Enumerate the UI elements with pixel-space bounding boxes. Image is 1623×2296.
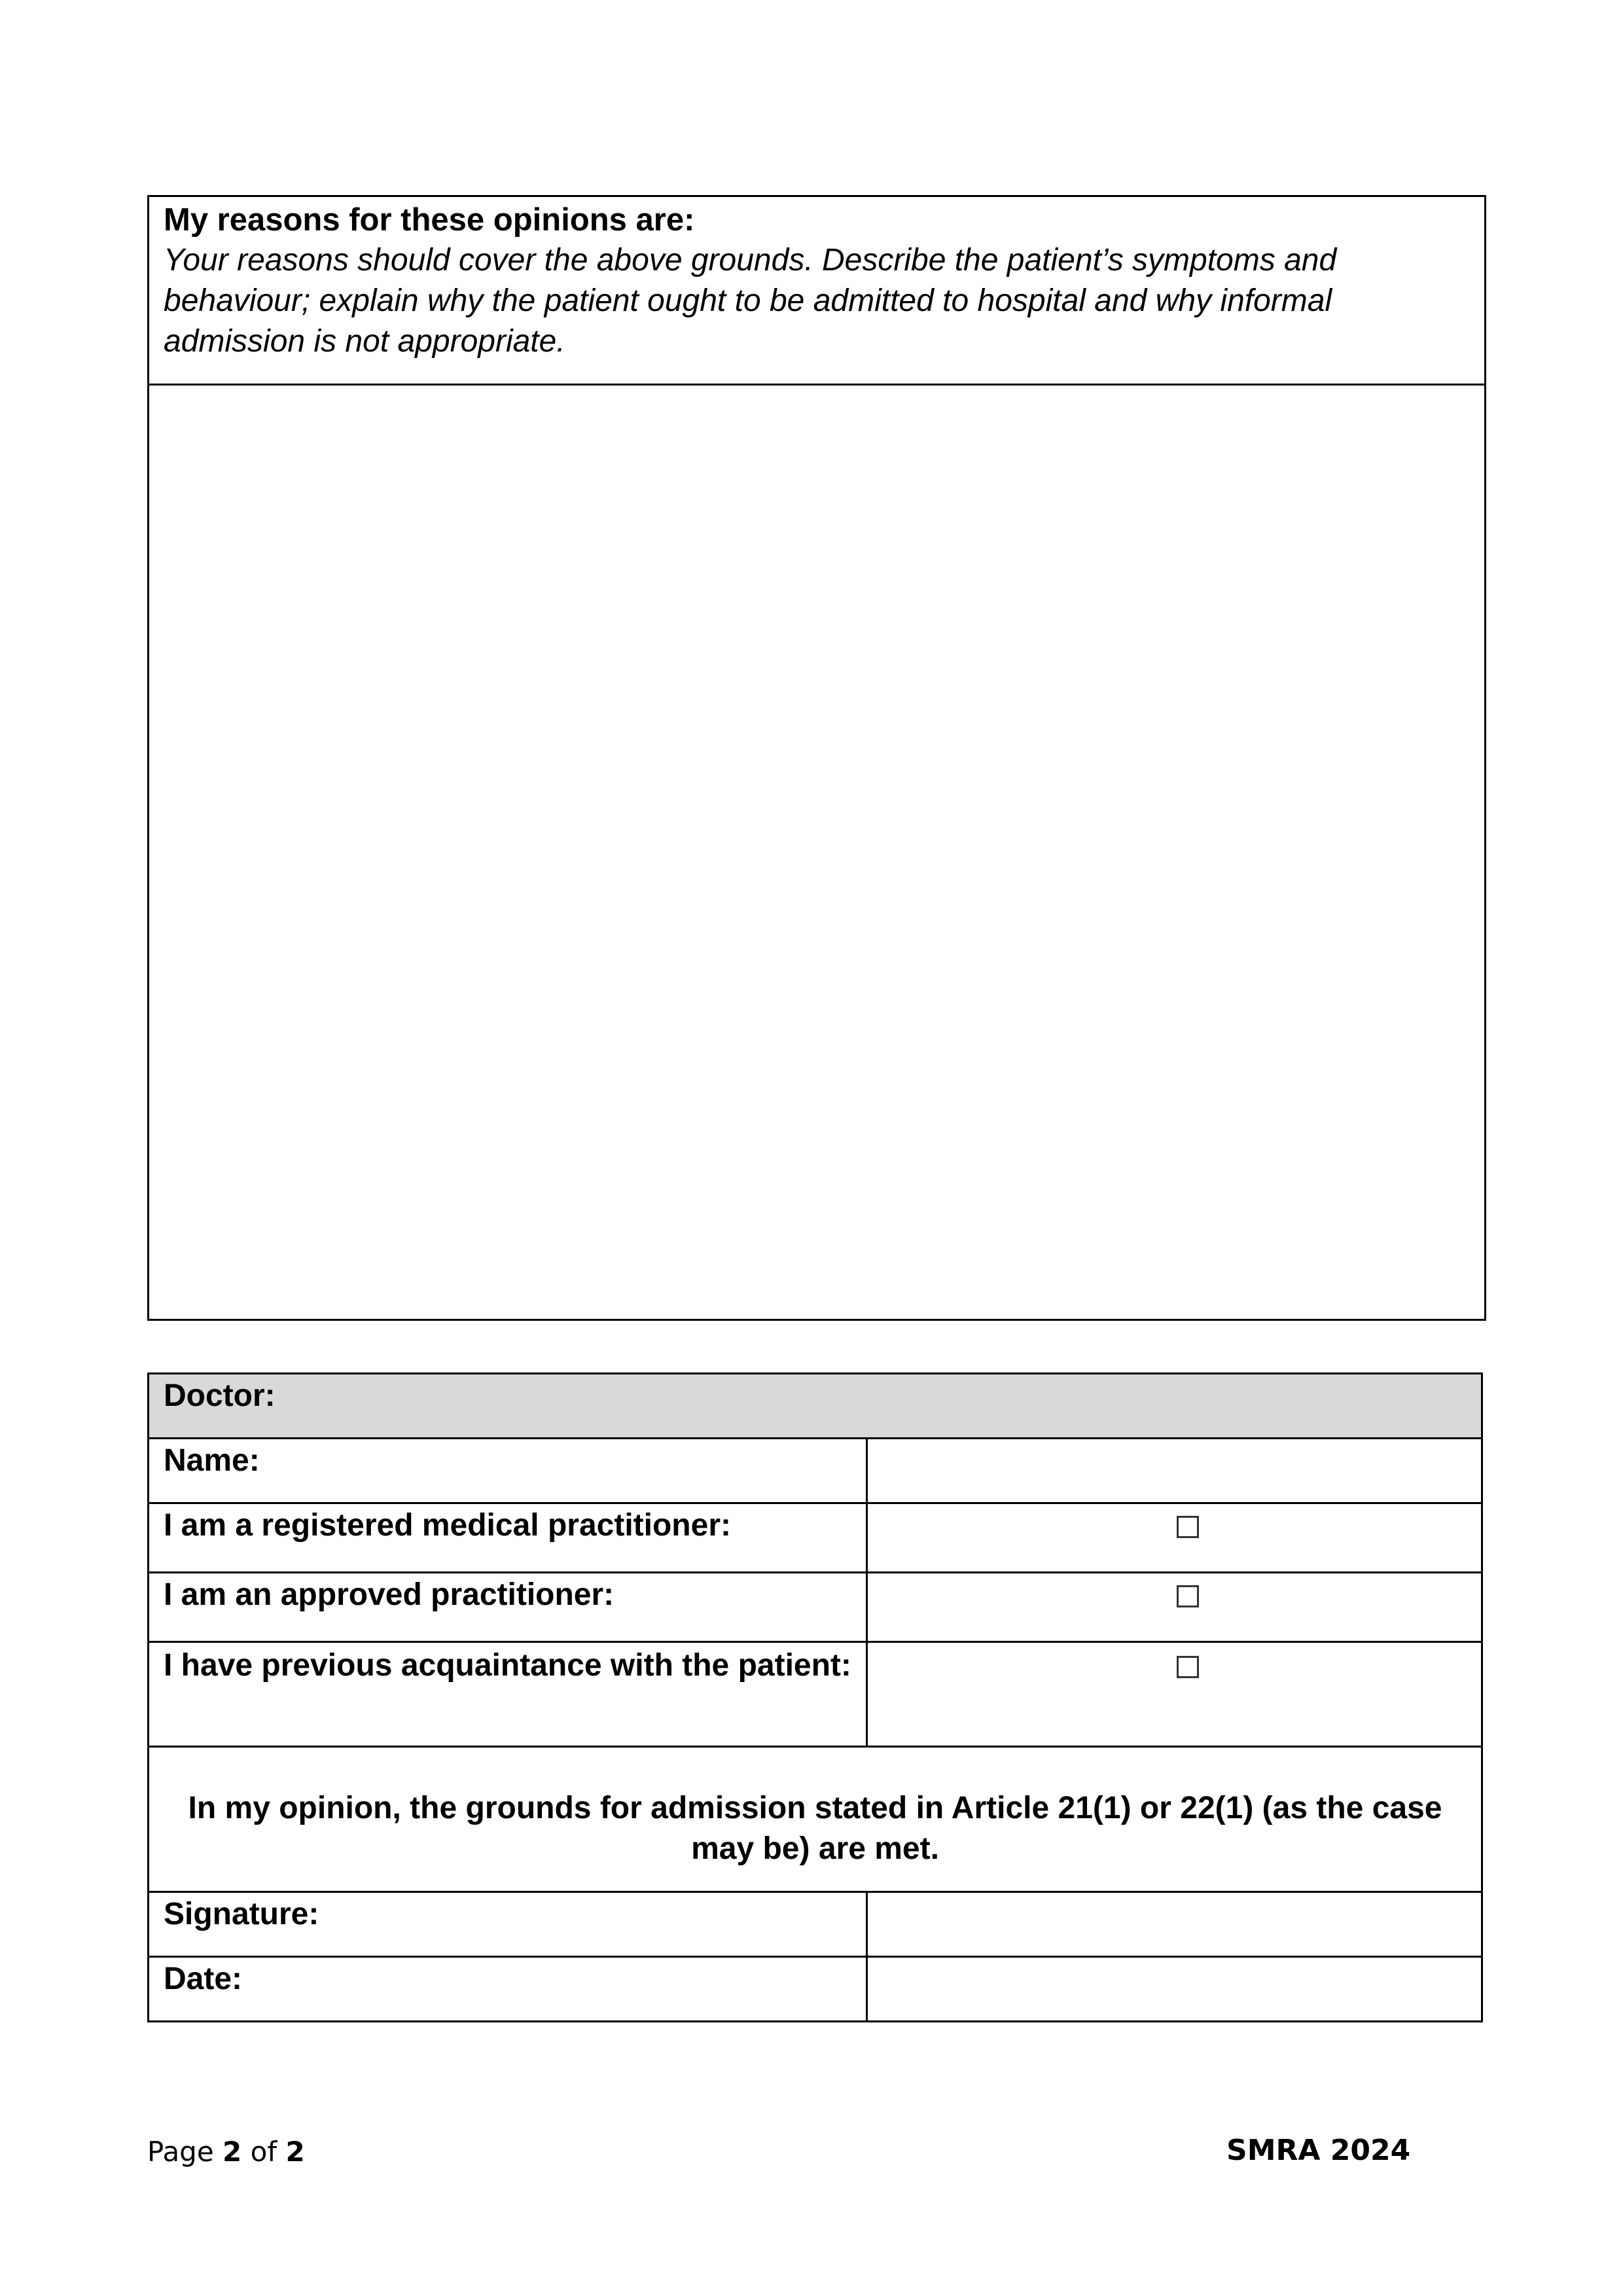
doctor-table bbox=[147, 1372, 1483, 2022]
signature-row bbox=[149, 1892, 1482, 1957]
doctor-header-row bbox=[149, 1374, 1482, 1439]
date-value-cell bbox=[867, 1957, 1482, 2022]
page-of: of bbox=[250, 2136, 277, 2168]
acquaintance-row bbox=[149, 1642, 1482, 1747]
approved-checkbox[interactable] bbox=[1177, 1585, 1199, 1607]
approved-label: I am an approved practitioner: bbox=[149, 1573, 867, 1642]
approved-checkbox-cell bbox=[867, 1573, 1482, 1642]
reasons-answer-field[interactable] bbox=[149, 386, 1484, 1319]
page-total: 2 bbox=[285, 2136, 305, 2168]
page-prefix: Page bbox=[147, 2136, 214, 2168]
doctor-section-title: Doctor: bbox=[149, 1374, 1482, 1439]
registered-checkbox-cell bbox=[867, 1503, 1482, 1573]
acquaintance-checkbox-cell bbox=[867, 1642, 1482, 1747]
document-code: SMRA 2024 bbox=[1226, 2134, 1411, 2167]
name-row bbox=[149, 1439, 1482, 1503]
date-field[interactable] bbox=[882, 1959, 1469, 2013]
reasons-title: My reasons for these opinions are: bbox=[164, 202, 695, 238]
signature-field[interactable] bbox=[882, 1894, 1469, 1948]
registered-checkbox[interactable] bbox=[1177, 1516, 1199, 1538]
approved-row bbox=[149, 1573, 1482, 1642]
registered-label: I am a registered medical practitioner: bbox=[149, 1503, 867, 1573]
reasons-section bbox=[147, 195, 1486, 1321]
page-current: 2 bbox=[223, 2136, 242, 2168]
name-value-cell bbox=[867, 1439, 1482, 1503]
date-label: Date: bbox=[149, 1957, 867, 2022]
registered-row bbox=[149, 1503, 1482, 1573]
page-number bbox=[147, 2135, 305, 2169]
signature-label: Signature: bbox=[149, 1892, 867, 1957]
reasons-header bbox=[149, 197, 1484, 386]
opinion-row bbox=[149, 1747, 1482, 1892]
signature-value-cell bbox=[867, 1892, 1482, 1957]
date-row bbox=[149, 1957, 1482, 2022]
acquaintance-label: I have previous acquaintance with the patient: bbox=[149, 1642, 867, 1747]
name-label: Name: bbox=[149, 1439, 867, 1503]
opinion-statement: In my opinion, the grounds for admission stated in Article 21(1) or 22(1) (as the case may be) are met. bbox=[149, 1747, 1482, 1892]
name-field[interactable] bbox=[882, 1441, 1469, 1494]
reasons-instructions: Your reasons should cover the above grounds. Describe the patient’s symptoms and behaviour; explain why the patient ought to be admitted to hospital and why informal admission is not appropriate. bbox=[164, 243, 1337, 359]
acquaintance-checkbox[interactable] bbox=[1177, 1656, 1199, 1678]
